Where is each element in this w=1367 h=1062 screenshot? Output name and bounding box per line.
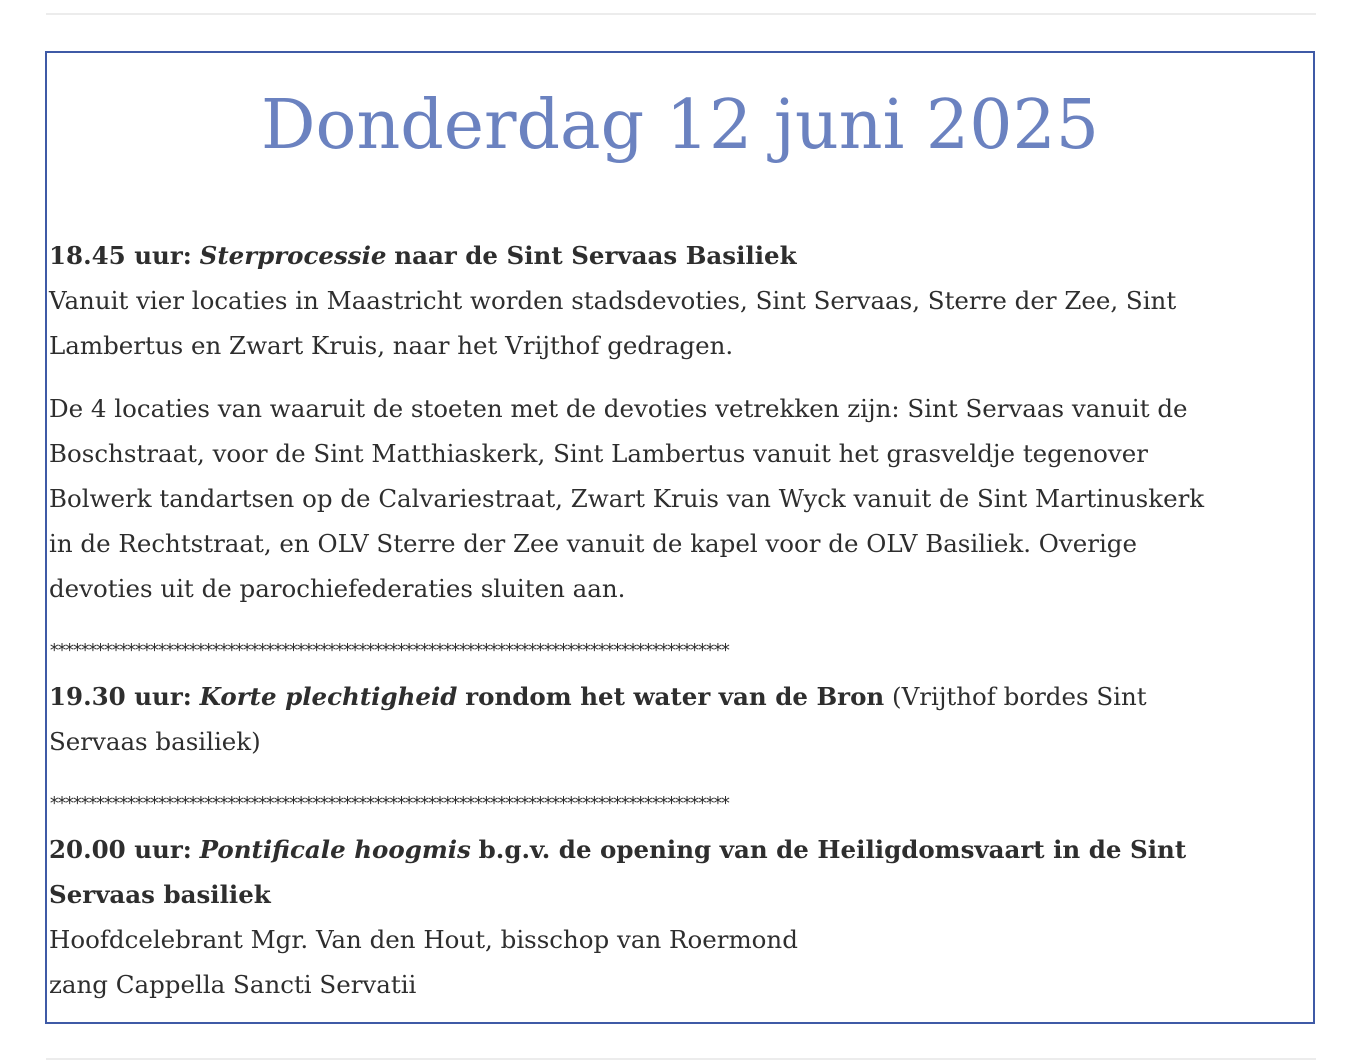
event-title-rest: naar de Sint Servaas Basiliek bbox=[394, 241, 797, 270]
event-title-continued: Servaas basiliek bbox=[49, 880, 271, 909]
event-title bbox=[49, 233, 1367, 278]
event-sterprocessie bbox=[49, 233, 1367, 611]
event-title-rest: b.g.v. de opening van de Heiligdomsvaart in de Sint bbox=[478, 835, 1187, 864]
event-name: Pontificale hoogmis bbox=[199, 835, 471, 864]
event-korte-plechtigheid bbox=[49, 674, 1367, 764]
program-content bbox=[49, 233, 1367, 1007]
event-description-line: Vanuit vier locaties in Maastricht worden stadsdevoties, Sint Servaas, Sterre der Zee, Sint bbox=[49, 286, 1177, 315]
event-celebrant: Hoofdcelebrant Mgr. Van den Hout, bisschop van Roermond bbox=[49, 925, 798, 954]
event-time: 18.45 uur: bbox=[49, 241, 192, 270]
event-time: 20.00 uur: bbox=[49, 835, 192, 864]
event-detail-line: Bolwerk tandartsen op de Calvariestraat, Zwart Kruis van Wyck vanuit de Sint Martinuskerk bbox=[49, 484, 1205, 513]
top-divider bbox=[46, 13, 1316, 15]
event-name: Korte plechtigheid bbox=[199, 682, 458, 711]
event-detail-line: De 4 locaties van waaruit de stoeten met de devoties vetrekken zijn: Sint Servaas vanuit de bbox=[49, 394, 1188, 423]
event-pontificale-hoogmis bbox=[49, 827, 1367, 1007]
event-detail-line: devoties uit de parochiefederaties sluiten aan. bbox=[49, 574, 626, 603]
event-title bbox=[49, 827, 1367, 872]
event-detail-line: Boschstraat, voor de Sint Matthiaskerk, Sint Lambertus vanuit het grasveldje tegenover bbox=[49, 439, 1148, 468]
star-separator: **************************************************************************************** bbox=[49, 794, 728, 814]
star-separator: **************************************************************************************** bbox=[49, 641, 728, 661]
event-title-rest: rondom het water van de Bron bbox=[465, 682, 885, 711]
event-title bbox=[49, 674, 1367, 719]
event-choir: zang Cappella Sancti Servatii bbox=[49, 970, 417, 999]
event-location: (Vrijthof bordes Sint bbox=[892, 682, 1147, 711]
page-title: Donderdag 12 juni 2025 bbox=[261, 86, 1099, 165]
event-description-line: Lambertus en Zwart Kruis, naar het Vrijthof gedragen. bbox=[49, 331, 734, 360]
bottom-divider bbox=[46, 1058, 1316, 1060]
event-name: Sterprocessie bbox=[199, 241, 387, 270]
event-location-line: Servaas basiliek) bbox=[49, 727, 261, 756]
event-time: 19.30 uur: bbox=[49, 682, 192, 711]
event-detail-line: in de Rechtstraat, en OLV Sterre der Zee vanuit de kapel voor de OLV Basiliek. Overige bbox=[49, 529, 1137, 558]
